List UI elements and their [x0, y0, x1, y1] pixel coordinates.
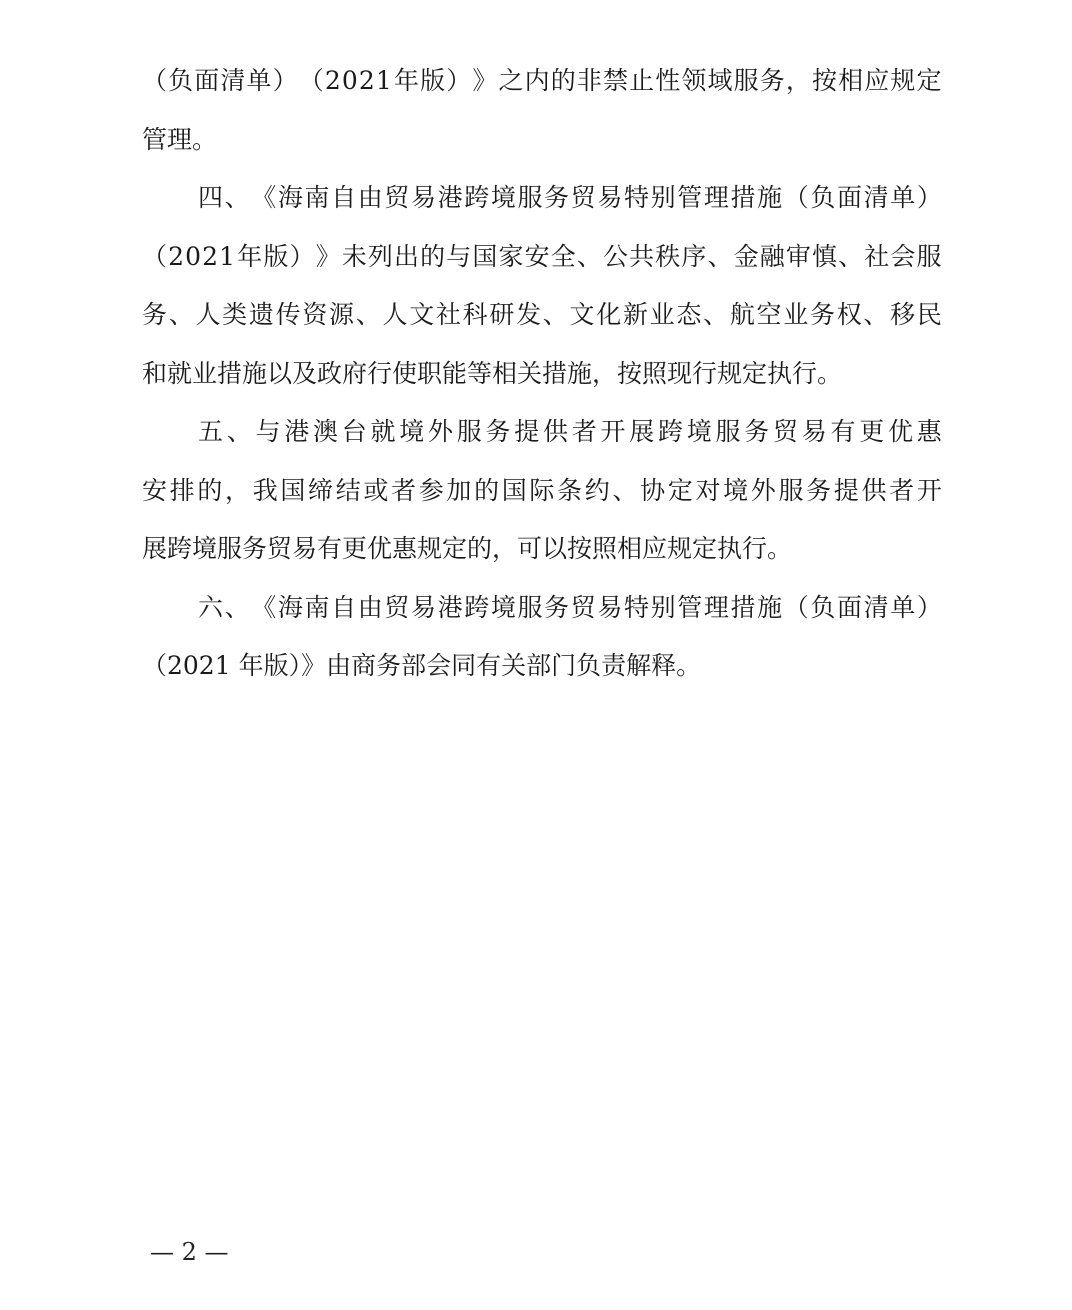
text-glyph: 者	[889, 475, 915, 505]
text-glyph: 我	[252, 475, 278, 505]
text-glyph: 参	[418, 475, 444, 505]
text-glyph: 国	[280, 475, 306, 505]
text-glyph: 缔	[308, 475, 334, 505]
text-glyph: 境	[490, 592, 516, 622]
document-body	[142, 52, 942, 696]
text-glyph: 内	[524, 66, 550, 95]
text-glyph: 权	[836, 300, 862, 329]
text-glyph: 境	[686, 417, 712, 446]
text-glyph: ）	[916, 592, 942, 622]
text-glyph: 业	[783, 300, 809, 329]
text-glyph: 、	[707, 241, 733, 271]
text-glyph: 务	[806, 475, 832, 505]
paragraph-3-line-2	[142, 52, 942, 111]
text-glyph: 0	[341, 66, 358, 95]
text-glyph: 海	[277, 592, 303, 622]
text-glyph: 服	[733, 66, 759, 95]
text-glyph: 人	[382, 300, 408, 329]
text-glyph: 服	[715, 417, 741, 446]
text-glyph: 提	[514, 417, 540, 446]
text-glyph: 提	[833, 475, 859, 505]
text-glyph: 共	[629, 241, 655, 271]
text-glyph: 航	[729, 300, 755, 329]
text-glyph: 措	[730, 592, 756, 622]
text-glyph: （	[298, 66, 324, 95]
text-glyph: 别	[650, 592, 676, 622]
text-glyph: 港	[437, 592, 463, 622]
text-glyph: 移	[890, 300, 916, 329]
text-glyph: 、	[226, 417, 252, 446]
text-glyph: 版	[263, 241, 289, 271]
paragraph-5-line-3: 展跨境服务贸易有更优惠规定的，可以按照相应规定执行。	[142, 534, 793, 563]
text-glyph: 1	[375, 66, 392, 95]
text-glyph: 秩	[655, 241, 681, 271]
paragraph-5-line-2	[142, 462, 942, 521]
text-glyph: 开	[916, 475, 942, 505]
text-glyph: 规	[890, 66, 916, 95]
text-glyph: 单	[246, 66, 272, 95]
text-glyph: 供	[861, 475, 887, 505]
text-glyph: 非	[576, 66, 602, 95]
text-glyph: 慎	[812, 241, 838, 271]
text-glyph: （	[783, 183, 809, 212]
text-glyph: 面	[837, 183, 863, 212]
text-glyph: 0	[185, 241, 202, 271]
text-glyph: 务	[744, 417, 770, 446]
text-glyph: 清	[863, 592, 889, 622]
text-glyph: 安	[142, 475, 168, 505]
text-glyph: 贸	[384, 592, 410, 622]
text-glyph: 版	[420, 66, 446, 95]
text-glyph: 加	[446, 475, 472, 505]
text-glyph: 、	[863, 300, 889, 329]
text-glyph: ）	[272, 66, 298, 95]
text-glyph: 发	[516, 300, 542, 329]
text-glyph: 定	[667, 475, 693, 505]
text-glyph: 民	[916, 300, 942, 329]
text-glyph: 管	[677, 183, 703, 212]
text-glyph: 由	[357, 183, 383, 212]
text-glyph: 易	[801, 417, 827, 446]
text-glyph: 会	[890, 241, 916, 271]
text-glyph: 融	[759, 241, 785, 271]
text-glyph: 清	[220, 66, 246, 95]
text-glyph: 际	[529, 475, 555, 505]
text-glyph: 业	[649, 300, 675, 329]
text-glyph: 由	[357, 592, 383, 622]
text-glyph: 易	[411, 183, 437, 212]
text-glyph: 文	[569, 300, 595, 329]
text-glyph: 源	[329, 300, 355, 329]
text-glyph: 科	[462, 300, 488, 329]
page-number: — 2 —	[150, 1238, 229, 1266]
text-glyph: 措	[730, 183, 756, 212]
text-glyph: 社	[435, 300, 461, 329]
paragraph-6-line-2: （2021 年版）》由商务部会同有关部门负责解释。	[142, 651, 702, 680]
text-glyph: 、	[542, 300, 568, 329]
text-glyph: 止	[629, 66, 655, 95]
text-glyph: 贸	[773, 417, 799, 446]
text-glyph: 相	[838, 66, 864, 95]
text-glyph: 国	[472, 241, 498, 271]
text-glyph: 类	[222, 300, 248, 329]
text-glyph: ）	[916, 183, 942, 212]
text-glyph: 施	[757, 592, 783, 622]
text-glyph: 六	[198, 592, 224, 622]
paragraph-4-line-2	[142, 228, 942, 287]
text-glyph: 研	[489, 300, 515, 329]
text-glyph: 金	[733, 241, 759, 271]
text-glyph: ）	[289, 241, 315, 271]
text-glyph: ，	[785, 66, 811, 95]
text-glyph: 社	[864, 241, 890, 271]
text-glyph: 、	[168, 300, 194, 329]
text-glyph: 家	[498, 241, 524, 271]
text-glyph: 性	[655, 66, 681, 95]
text-glyph: 禁	[603, 66, 629, 95]
text-glyph: 南	[304, 183, 330, 212]
text-glyph: 年	[237, 241, 263, 271]
text-glyph: 供	[543, 417, 569, 446]
text-glyph: 协	[640, 475, 666, 505]
text-glyph: ，	[225, 475, 251, 505]
text-glyph: 年	[394, 66, 420, 95]
paragraph-6-line-1	[142, 579, 942, 638]
text-glyph: 2	[324, 66, 341, 95]
text-glyph: 空	[756, 300, 782, 329]
text-glyph: 服	[916, 241, 942, 271]
text-glyph: （	[783, 592, 809, 622]
text-glyph: 开	[600, 417, 626, 446]
text-glyph: 台	[341, 417, 367, 446]
text-glyph: 公	[603, 241, 629, 271]
text-glyph: 负	[810, 183, 836, 212]
text-glyph: 特	[624, 183, 650, 212]
text-glyph: 遗	[248, 300, 274, 329]
text-glyph: 别	[650, 183, 676, 212]
text-glyph: 与	[255, 417, 281, 446]
text-glyph: 施	[757, 183, 783, 212]
text-glyph: 者	[571, 417, 597, 446]
paragraph-5-line-1	[142, 403, 942, 462]
text-glyph: 审	[785, 241, 811, 271]
text-glyph: 境	[723, 475, 749, 505]
text-glyph: 自	[331, 183, 357, 212]
text-glyph: （	[142, 241, 168, 271]
text-glyph: 特	[624, 592, 650, 622]
text-glyph: 务	[809, 300, 835, 329]
paragraph-3-line-3: 管理。	[142, 124, 218, 154]
text-glyph: 按	[812, 66, 838, 95]
text-glyph: 》	[315, 241, 341, 271]
text-glyph: 负	[168, 66, 194, 95]
text-glyph: 、	[703, 300, 729, 329]
text-glyph: 单	[890, 183, 916, 212]
text-glyph: 的	[550, 66, 576, 95]
text-glyph: 外	[428, 417, 454, 446]
text-glyph: 1	[219, 241, 236, 271]
text-glyph: 澳	[313, 417, 339, 446]
text-glyph: 条	[557, 475, 583, 505]
text-glyph: 《	[251, 183, 277, 212]
text-glyph: 就	[370, 417, 396, 446]
text-glyph: 、	[576, 241, 602, 271]
text-glyph: 管	[677, 592, 703, 622]
text-glyph: 五	[198, 417, 224, 446]
text-glyph: 者	[391, 475, 417, 505]
text-glyph: 南	[304, 592, 330, 622]
text-glyph: 易	[597, 592, 623, 622]
text-glyph: 海	[277, 183, 303, 212]
text-glyph: 化	[596, 300, 622, 329]
text-glyph: 服	[456, 417, 482, 446]
text-glyph: 务	[485, 417, 511, 446]
text-glyph: 2	[358, 66, 375, 95]
text-glyph: 港	[284, 417, 310, 446]
text-glyph: 列	[367, 241, 393, 271]
text-glyph: 务	[544, 183, 570, 212]
text-glyph: 国	[501, 475, 527, 505]
text-glyph: 域	[707, 66, 733, 95]
text-glyph: 服	[778, 475, 804, 505]
text-glyph: 2	[168, 241, 185, 271]
text-glyph: 2	[202, 241, 219, 271]
text-glyph: 安	[524, 241, 550, 271]
text-glyph: 贸	[384, 183, 410, 212]
text-glyph: 与	[446, 241, 472, 271]
text-glyph: 面	[837, 592, 863, 622]
text-glyph: 服	[517, 592, 543, 622]
text-glyph: 》	[472, 66, 498, 95]
text-glyph: 排	[169, 475, 195, 505]
text-glyph: 新	[622, 300, 648, 329]
text-glyph: 未	[341, 241, 367, 271]
text-glyph: 的	[474, 475, 500, 505]
text-glyph: 易	[411, 592, 437, 622]
text-glyph: ）	[446, 66, 472, 95]
text-glyph: 跨	[464, 592, 490, 622]
text-glyph: 、	[838, 241, 864, 271]
text-glyph: 有	[830, 417, 856, 446]
text-glyph: 人	[195, 300, 221, 329]
paragraph-4-line-4: 和就业措施以及政府行使职能等相关措施，按照现行规定执行。	[142, 358, 843, 388]
text-glyph: 易	[597, 183, 623, 212]
text-glyph: 自	[331, 592, 357, 622]
text-glyph: 、	[224, 183, 250, 212]
text-glyph: 四	[198, 183, 224, 212]
text-glyph: 外	[750, 475, 776, 505]
text-glyph: 跨	[658, 417, 684, 446]
paragraph-4-line-3	[142, 286, 942, 345]
text-glyph: 展	[629, 417, 655, 446]
text-glyph: 境	[490, 183, 516, 212]
text-glyph: 、	[355, 300, 381, 329]
text-glyph: 负	[810, 592, 836, 622]
text-glyph: 理	[703, 183, 729, 212]
text-glyph: 定	[916, 66, 942, 95]
text-glyph: 资	[302, 300, 328, 329]
text-glyph: 港	[437, 183, 463, 212]
text-glyph: （	[142, 66, 168, 95]
text-glyph: 序	[681, 241, 707, 271]
text-glyph: 务	[544, 592, 570, 622]
text-glyph: 出	[394, 241, 420, 271]
text-glyph: 传	[275, 300, 301, 329]
text-glyph: 务	[759, 66, 785, 95]
text-glyph: 领	[681, 66, 707, 95]
text-glyph: 、	[224, 592, 250, 622]
text-glyph: 结	[335, 475, 361, 505]
text-glyph: 优	[888, 417, 914, 446]
text-glyph: 文	[409, 300, 435, 329]
text-glyph: 态	[676, 300, 702, 329]
text-glyph: 应	[864, 66, 890, 95]
text-glyph: 约	[584, 475, 610, 505]
text-glyph: 《	[251, 592, 277, 622]
text-glyph: 务	[142, 300, 168, 329]
text-glyph: 单	[890, 592, 916, 622]
text-glyph: 境	[399, 417, 425, 446]
text-glyph: 对	[695, 475, 721, 505]
text-glyph: 的	[420, 241, 446, 271]
text-glyph: 惠	[916, 417, 942, 446]
paragraph-4-line-1	[142, 169, 942, 228]
text-glyph: 清	[863, 183, 889, 212]
text-glyph: 、	[612, 475, 638, 505]
text-glyph: 服	[517, 183, 543, 212]
text-glyph: 的	[197, 475, 223, 505]
text-glyph: 贸	[570, 183, 596, 212]
text-glyph: 理	[703, 592, 729, 622]
text-glyph: 贸	[570, 592, 596, 622]
text-glyph: 面	[194, 66, 220, 95]
text-glyph: 之	[498, 66, 524, 95]
text-glyph: 全	[550, 241, 576, 271]
text-glyph: 或	[363, 475, 389, 505]
text-glyph: 跨	[464, 183, 490, 212]
text-glyph: 更	[859, 417, 885, 446]
